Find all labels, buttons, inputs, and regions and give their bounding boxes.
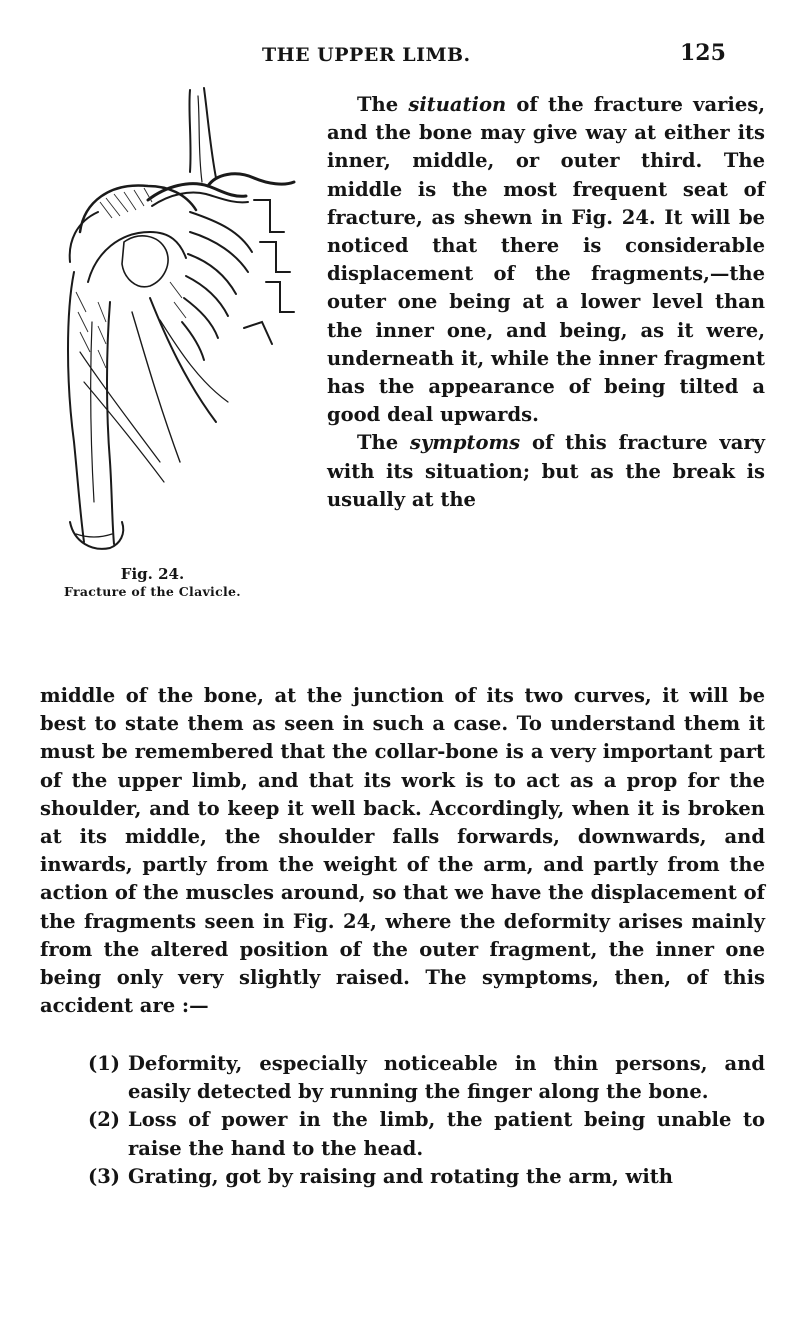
list-text: Deformity, especially noticeable in thin persons, and easily detected by running the finger along the bone.	[128, 1052, 765, 1104]
paragraph-lead: The	[357, 93, 409, 116]
emphasis-situation: situation	[408, 93, 507, 116]
figure-24	[40, 82, 320, 622]
page-header	[0, 38, 800, 78]
paragraph-symptoms-start	[327, 429, 765, 514]
paragraph-body: of the fracture varies, and the bone may give way at either its inner, middle, or outer third. The middle is the most frequent seat of fracture, as shewn in Fig. 24. It will be noticed that there is considerable displacement of the fragments,—the outer one being at a lower level than the inner one, and being, as it were, underneath it, while the inner fragment has the appearance of being tilted a good deal upwards.	[327, 93, 765, 427]
paragraph-symptoms-continued: middle of the bone, at the junction of its two curves, it will be best to state them as seen in such a case. To understand them it must be remembered that the collar-bone is a very important part of the upper limb, and that its work is to act as a prop for the shoulder, and to keep it well back. Accordingly, when it is broken at its middle, the shoulder falls forwards, downwards, and inwards, partly from the weight of the arm, and partly from the action of the muscles around, so that we have the displacement of the fragments seen in Fig. 24, where the deformity arises mainly from the altered position of the outer fragment, the inner one being only very slightly raised. The symptoms, then, of this accident are :—	[40, 684, 765, 1018]
paragraph-situation	[327, 91, 765, 429]
list-item	[40, 1106, 765, 1162]
emphasis-symptoms: symptoms	[409, 431, 521, 455]
right-column-text	[327, 91, 765, 514]
list-item	[40, 1163, 765, 1191]
list-number: (2)	[88, 1108, 121, 1132]
list-number: (3)	[88, 1164, 121, 1188]
symptom-list	[40, 1050, 765, 1191]
paragraph-lead: The	[357, 431, 410, 455]
list-text: Grating, got by raising and rotating the arm, with	[128, 1164, 673, 1188]
list-number: (1)	[88, 1052, 121, 1075]
full-width-text	[40, 682, 765, 1020]
figure-title: Fracture of the Clavicle.	[64, 583, 241, 599]
list-text: Loss of power in the limb, the patient being unable to raise the hand to the head.	[128, 1108, 765, 1160]
page-number: 125	[680, 40, 726, 66]
list-item	[40, 1050, 765, 1106]
paragraph-body: of this fracture vary with its situation; but as the break is usually at the	[327, 431, 765, 511]
figure-number: Fig. 24.	[120, 565, 185, 583]
figure-caption	[50, 567, 255, 598]
clavicle-fracture-illustration-icon	[40, 82, 320, 562]
running-title: THE UPPER LIMB.	[262, 44, 471, 66]
